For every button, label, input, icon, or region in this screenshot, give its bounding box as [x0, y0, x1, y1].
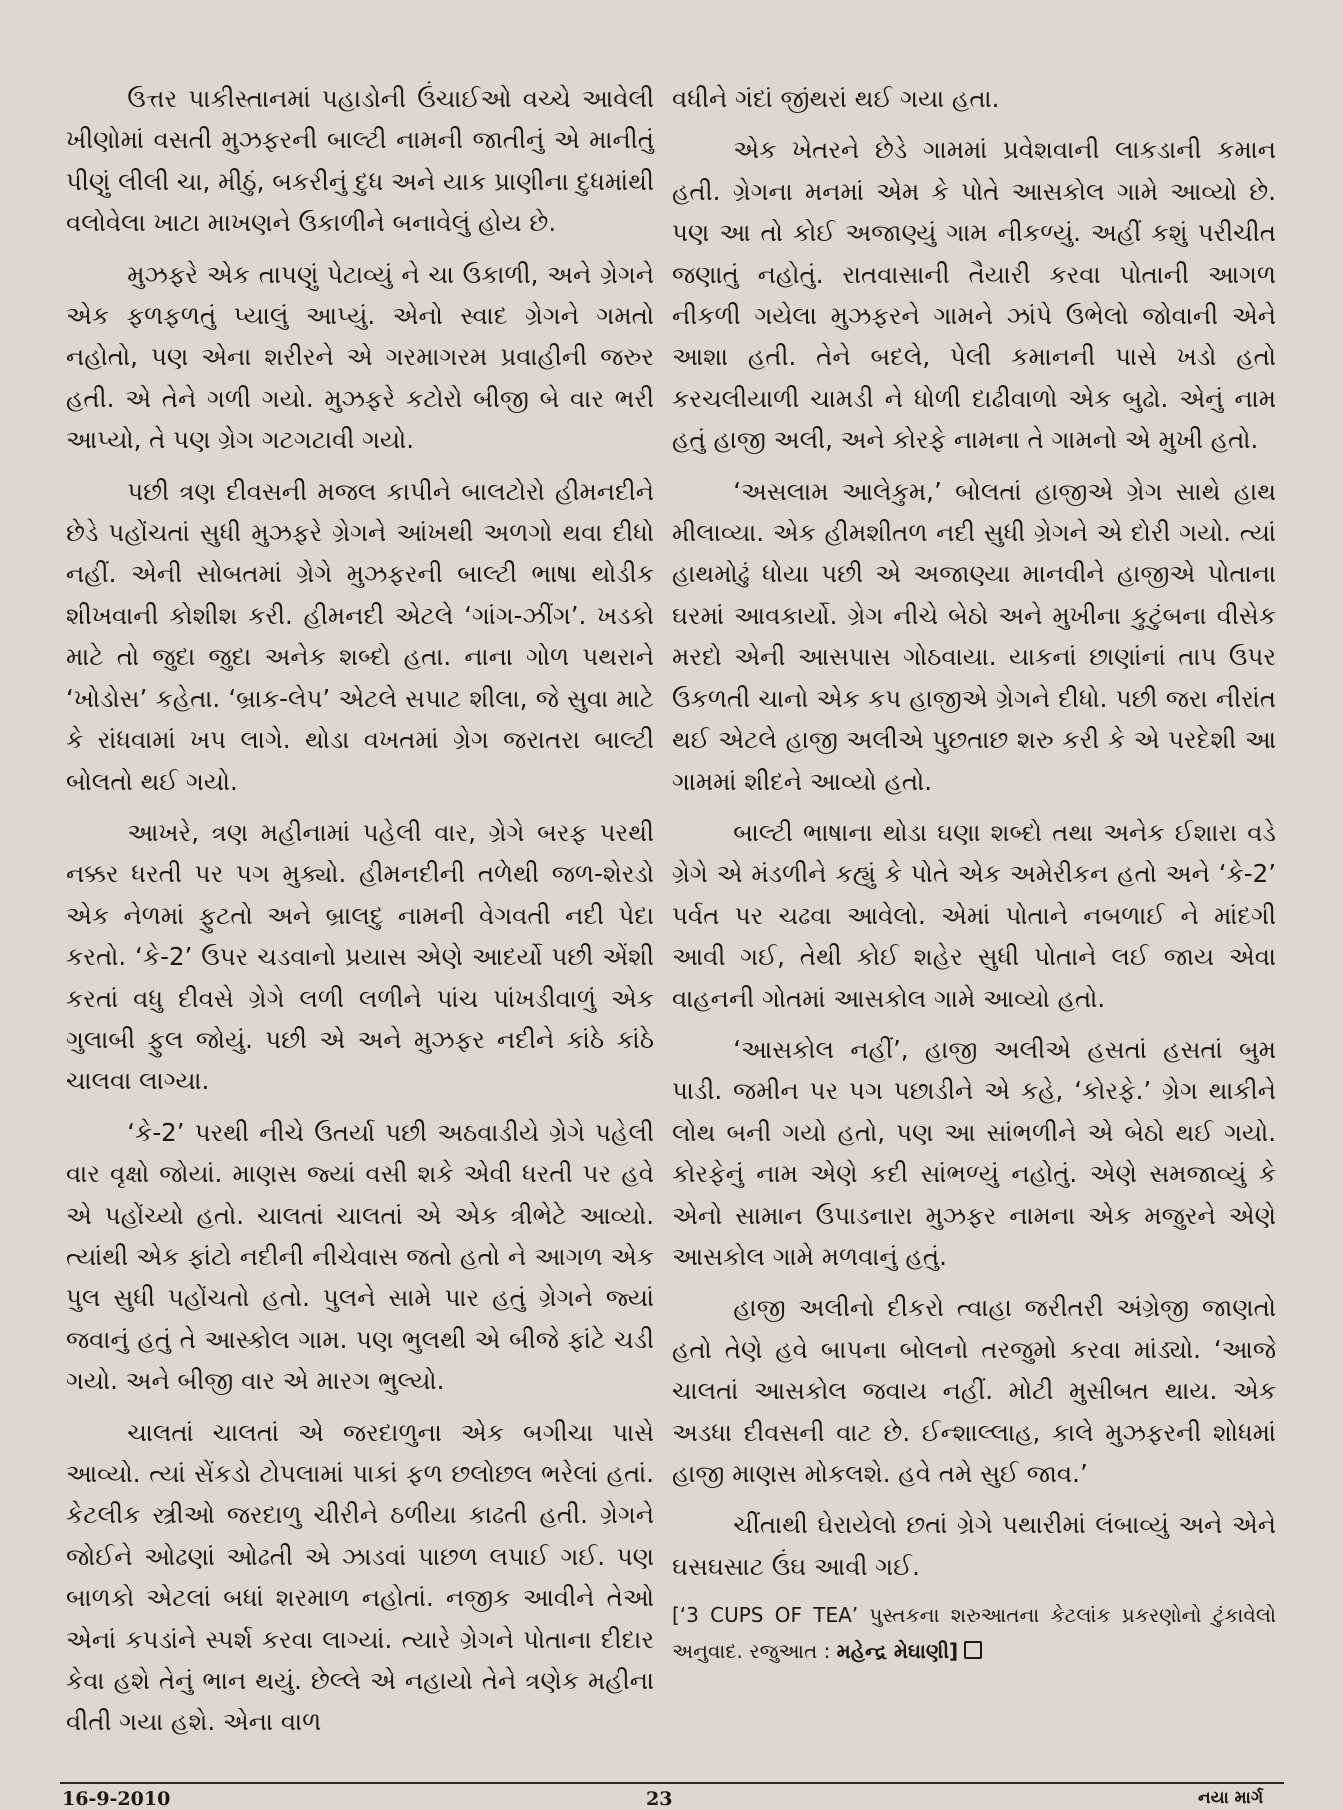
credit-author: મહેન્દ્ર મેઘાણી]	[836, 1639, 959, 1664]
right-column	[672, 78, 1276, 1679]
paragraph: ચાલતાં ચાલતાં એ જરદાળુના એક બગીચા પાસે આવ્યો. ત્યાં સેંકડો ટોપલામાં પાકાં ફળ છલોછલ ભરેલાં હતાં. કેટલીક સ્ત્રીઓ જરદાળુ ચીરીને ઠળીયા કાઢતી હતી. ગ્રેગને જોઈને ઓઢણાં ઓઢતી એ ઝાડવાં પાછળ લપાઈ ગઈ. પણ બાળકો એટલાં બધાં શરમાળ નહોતાં. નજીક આવીને તેઓ એનાં કપડાંને સ્પર્શ કરવા લાગ્યાં. ત્યારે ગ્રેગને પોતાના દીદાર કેવા હશે તેનું ભાન થયું. છેલ્લે એ નહાયો તેને ત્રણેક મહીના વીતી ગયા હશે. એના વાળ	[66, 1417, 654, 1737]
paragraph: પછી ત્રણ દીવસની મજલ કાપીને બાલટોરો હીમનદીને છેડે પહોંચતાં સુધી મુઝફરે ગ્રેગને આંખથી અળગો થવા દીધો નહીં. એની સોબતમાં ગ્રેગે મુઝફરની બાલ્ટી ભાષા થોડીક શીખવાની કોશીશ કરી. હીમનદી એટલે ‘ગાંગ-ઝીંગ’. ખડકો માટે તો જુદા જુદા અનેક શબ્દો હતા. નાના ગોળ પથરાને ‘ખોડોસ’ કહેતા. ‘બ્રાક-લેપ’ એટલે સપાટ શીલા, જે સુવા માટે કે રાંધવામાં ખપ લાગે. થોડા વખતમાં ગ્રેગ જરાતરા બાલ્ટી બોલતો થઈ ગયો.	[66, 476, 654, 796]
paragraph: એક ખેતરને છેડે ગામમાં પ્રવેશવાની લાકડાની કમાન હતી. ગ્રેગના મનમાં એમ કે પોતે આસકોલ ગામે આવ્યો છે. પણ આ તો કોઈ અજાણ્યું ગામ નીકળ્યું. અહીં કશું પરીચીત જણાતું નહોતું. રાતવાસાની તૈયારી કરવા પોતાની આગળ નીકળી ગયેલા મુઝફરને ગામને ઝાંપે ઉભેલો જોવાની એને આશા હતી. તેને બદલે, પેલી કમાનની પાસે ખડો હતો કરચલીયાળી ચામડી ને ધોળી દાઢીવાળો એક બુઢો. એનું નામ હતું હાજી અલી, અને કોરફે નામના તે ગામનો એ મુખી હતો.	[672, 135, 1276, 455]
page-number: 23	[646, 1788, 673, 1810]
paragraph: ‘અસલામ આલેકુમ,’ બોલતાં હાજીએ ગ્રેગ સાથે હાથ મીલાવ્યા. એક હીમશીતળ નદી સુધી ગ્રેગને એ દોરી ગયો. ત્યાં હાથમોઢું ધોયા પછી એ અજાણ્યા માનવીને હાજીએ પોતાના ઘરમાં આવકાર્યો. ગ્રેગ નીચે બેઠો અને મુખીના કુટુંબના વીસેક મરદો એની આસપાસ ગોઠવાયા. યાકનાં છાણાંનાં તાપ ઉપર ઉકળતી ચાનો એક કપ હાજીએ ગ્રેગને દીધો. પછી જરા નીરાંત થઈ એટલે હાજી અલીએ પુછતાછ શરુ કરી કે એ પરદેશી આ ગામમાં શીદને આવ્યો હતો.	[672, 476, 1276, 796]
paragraph: ઉત્તર પાકીસ્તાનમાં પહાડોની ઉંચાઈઓ વચ્ચે આવેલી ખીણોમાં વસતી મુઝફરની બાલ્ટી નામની જાતીનું એ માનીતું પીણું લીલી ચા, મીઠું, બકરીનું દુધ અને યાક પ્રાણીના દુધમાંથી વલોવેલા ખાટા માખણને ઉકાળીને બનાવેલું હોય છે.	[66, 84, 654, 238]
paragraph: ‘કે-2’ પરથી નીચે ઉતર્યા પછી અઠવાડીયે ગ્રેગે પહેલી વાર વૃક્ષો જોયાં. માણસ જ્યાં વસી શકે એવી ધરતી પર હવે એ પહોંચ્યો હતો. ચાલતાં ચાલતાં એ એક ત્રીભેટે આવ્યો. ત્યાંથી એક ફાંટો નદીની નીચેવાસ જતો હતો ને આગળ એક પુલ સુધી પહોંચતો હતો. પુલને સામે પાર હતું ગ્રેગને જ્યાં જવાનું હતું તે આસ્કોલ ગામ. પણ ભુલથી એ બીજે ફાંટે ચડી ગયો. અને બીજી વાર એ મારગ ભુલ્યો.	[66, 1117, 654, 1396]
paragraph-continued: વધીને ગંદાં જીંથરાં થઈ ગયા હતા.	[672, 84, 1000, 113]
left-column	[66, 78, 654, 1753]
credit-text: [‘3 CUPS OF TEA’ પુસ્તકના શરુઆતના કેટલાંક પ્રકરણોનો ટુંકાવેલો અનુવાદ. રજુઆત :	[672, 1603, 1276, 1664]
magazine-name: નયા માર્ગ	[1198, 1788, 1264, 1808]
footer-date: 16-9-2010	[62, 1788, 171, 1810]
source-credit	[672, 1597, 1276, 1669]
paragraph: મુઝફરે એક તાપણું પેટાવ્યું ને ચા ઉકાળી, અને ગ્રેગને એક ફળફળતું પ્યાલું આપ્યું. એનો સ્વાદ ગ્રેગને ગમતો નહોતો, પણ એના શરીરને એ ગરમાગરમ પ્રવાહીની જરુર હતી. એ તેને ગળી ગયો. મુઝફરે કટોરો બીજી બે વાર ભરી આપ્યો, તે પણ ગ્રેગ ગટગટાવી ગયો.	[66, 259, 654, 455]
paragraph: આખરે, ત્રણ મહીનામાં પહેલી વાર, ગ્રેગે બરફ પરથી નક્કર ધરતી પર પગ મુક્યો. હીમનદીની તળેથી જળ-શેરડો એક નેળમાં ફુટતો અને બ્રાલદુ નામની વેગવતી નદી પેદા કરતો. ‘કે-2’ ઉપર ચડવાનો પ્રયાસ એણે આદર્યો પછી એંશી કરતાં વધુ દીવસે ગ્રેગે લળી લળીને પાંચ પાંખડીવાળું એક ગુલાબી ફુલ જોયું. પછી એ અને મુઝફર નદીને કાંઠે કાંઠે ચાલવા લાગ્યા.	[66, 817, 654, 1096]
footer-rule	[60, 1782, 1284, 1784]
end-mark-icon	[964, 1641, 982, 1659]
paragraph: ચીંતાથી ઘેરાયેલો છતાં ગ્રેગે પથારીમાં લંબાવ્યું અને એને ઘસઘસાટ ઉંઘ આવી ગઈ.	[672, 1510, 1276, 1581]
paragraph: હાજી અલીનો દીકરો ત્વાહા જરીતરી અંગ્રેજી જાણતો હતો તેણે હવે બાપના બોલનો તરજુમો કરવા માંડ્યો. ‘આજે ચાલતાં આસકોલ જવાય નહીં. મોટી મુસીબત થાય. એક અડધા દીવસની વાટ છે. ઈન્શાલ્લાહ, કાલે મુઝફરની શોધમાં હાજી માણસ મોકલશે. હવે તમે સુઈ જાવ.’	[672, 1293, 1276, 1488]
paragraph: ‘આસકોલ નહીં’, હાજી અલીએ હસતાં હસતાં બુમ પાડી. જમીન પર પગ પછાડીને એ કહે, ‘કોરફે.’ ગ્રેગ થાકીને લોથ બની ગયો હતો, પણ આ સાંભળીને એ બેઠો થઈ ગયો. કોરફેનું નામ એણે કદી સાંભળ્યું નહોતું. એણે સમજાવ્યું કે એનો સામાન ઉપાડનારા મુઝફર નામના એક મજુરને એણે આસકોલ ગામે મળવાનું હતું.	[672, 1034, 1276, 1271]
paragraph: બાલ્ટી ભાષાના થોડા ઘણા શબ્દો તથા અનેક ઈશારા વડે ગ્રેગે એ મંડળીને કહ્યું કે પોતે એક અમેરીકન હતો અને ‘કે-2’ પર્વત પર ચઢવા આવેલો. એમાં પોતાને નબળાઈ ને માંદગી આવી ગઈ, તેથી કોઈ શહેર સુધી પોતાને લઈ જાય એવા વાહનની ગોતમાં આસકોલ ગામે આવ્યો હતો.	[672, 817, 1276, 1013]
